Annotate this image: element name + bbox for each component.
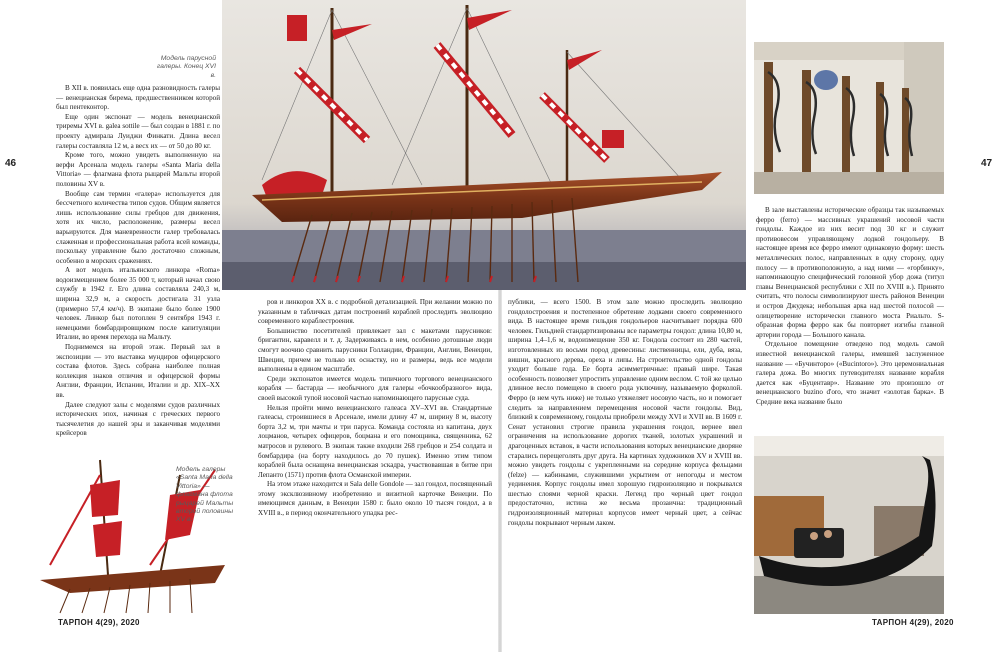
paragraph: Отдельное помещение отведено под модель самой известной венецианской галеры, имевшей заслуженное название — «Бучинторо» («Bucintoro»). Это церемониальная галера дожа. Во многих путеводителях название корабля дается как «Буцентавр». Название это произошло от венецианского buzino d'oro, что значит «золотая барка». В Средние века название было — [756, 340, 944, 406]
left-page-number: 46 — [5, 158, 17, 169]
paragraph: Далее следуют залы с моделями судов различных исторических эпох, начиная с греческих первого тысячелетия до нашей эры и заканчивая моделями крейсеров — [56, 400, 220, 438]
right-footer: ТАРПОН 4(29), 2020 — [872, 618, 954, 627]
left-footer: ТАРПОН 4(29), 2020 — [58, 618, 140, 627]
text-column-4 — [756, 206, 944, 432]
paragraph: публики, — всего 1500. В этом зале можно проследить эволюцию гондолостроения и постепенное обретение лодками своего современного вида. В настоящее время гильдия гондольеров насчитывает порядка 600 человек. Гильдией стандартизированы все параметры гондол: длина 10,80 м, ширина 1,4–1,6 м, водоизмещение 350 кг. Гондола состоит из 280 частей, изготовленных из восьми пород древесины: лиственницы, ели, дуба, вяза, вишни, красного дерева, ореха и липы. На строительство одной гондолы уходит больше года. Ее борта асимметричные: правый шире. Такая особенность позволяет упростить управление одним веслом. С той же целью длинное весло помещено в своего рода уключину, называемую форколой. Ферро (в нем чуть ниже) не только утяжеляет носовую часть, но и помогает следить за направлением перемещения носовой части гондолы. Вид, близкий к современному, гондолы приобрели между XVI и XVII вв. В 1609 г. Сенат установил строгие правила украшения гондол, вернее ввел ограничения на использование дорогих тканей, золотых украшений и драгоценных вставок, в части использования которых венецианские дворяне старались перещеголять друг друга. На картинах художников XV и XVIII вв. можно увидеть гондолы с укрепленными на середине корпуса фельцами (felze) — кабинками, служившими укрытием от непогоды и местом уединения. Корпус гондолы имел хорошую гидроизоляцию и покрывался шестью слоями черной краски. Легенд про черный цвет гондол предостаточно, истина же весьма прозаична: традиционный гидроизоляционный материал корпусов имеет черный цвет, а сейчас гондолы покрывают черным лаком. — [508, 298, 742, 527]
paragraph: Большинство посетителей привлекает зал с макетами парусников: бригантин, каравелл и т. д. Задерживаясь в нем, особенно дотошные люди смогут воочию сравнить парусники Голландии, Франции, Англии, Венеции, Швеции, причем не только их оснастку, но и размеры, ведь все модели выполнены в едином масштабе. — [258, 326, 492, 374]
ferro-exhibit-photo — [754, 42, 944, 194]
galley-model-photo — [222, 0, 746, 290]
paragraph: Вообще сам термин «галера» используется для бессчетного количества типов судов. Общим является лишь использование силы гребцов для движения, хотя их число, расположение, размеры весел варьируются. Для маневренности галер требовалась слаженная и профессиональная работа всей команды, поскольку управление было достаточно сложным, особенно в морских сражениях. — [56, 189, 220, 265]
paragraph: Поднимемся на второй этаж. Первый зал в экспозиции — это выставка мундиров офицерского состава флотов. Здесь собрана наиболее полная коллекция знаков отличия и офицерской формы Англии, Франции, Испании, Италии и др. XIX–XX вв. — [56, 343, 220, 399]
top-model-caption: Модель парусной галеры. Конец XVI в. — [156, 55, 216, 79]
paragraph: Среди экспонатов имеется модель типичного торгового венецианского корабля — бастарда — необычного для галеры «бочкообразного» вида, своей высокой тупой носовой частью напоминающего парусные суда. — [258, 374, 492, 402]
paragraph: На этом этаже находится и Sala delle Gondole — зал гондол, посвященный этому эксклюзивному изобретению и визитной карточке Венеции. По имеющимся данным, в Венеции 1580 г. было около 10 тысяч гондол, а в XVIII в., в период окончательного упадка рес- — [258, 480, 492, 518]
paragraph: Еще один экспонат — модель венецианской триремы XVI в. galea sottile — был создан в 1881 г. по проекту адмирала Луиджи Финкати. Длина весел галеры составляла 12 м, а весх их — от 50 до 80 кг. — [56, 112, 220, 150]
paragraph: А вот модель итальянского линкора «Roma» водоизмещением более 35 000 т, который начал свою службу в 1942 г. Его длина составляла 240,3 м, ширина 32,9 м, а скорость достигала 31 узла (примерно 57,4 км/ч). В экипаже было более 1900 человек. Линкор был потоплен 9 сентября 1943 г. немецкими бомбардировщиком после капитуляции Италии, во время перехода на Мальту. — [56, 266, 220, 342]
gondola-photo — [754, 436, 944, 614]
right-page-number: 47 — [981, 158, 993, 169]
paragraph: Нельзя пройти мимо венецианского галеаса XV–XVI вв. Стандартные галеасы, строившиеся в Арсенале, имели длину 47 м, ширину 8 м, высоту борта 3,2 м, три мачты и три паруса. Команда состояла из капитана, двух лоцманов, четырех офицеров, боцмана и его помощника, священника, 62 матросов и рулевого. В экипаж также входили 268 гребцов и 254 солдата и бомбардира (на борту находилось до 70 пушек). Именно этим типом кораблей была оснащена венецианская эскадра, участвовавшая в битве при Лепанто (1571) против флота Османской империи. — [258, 403, 492, 479]
text-column-1 — [56, 84, 220, 450]
bottom-model-caption: Модель галеры «Santa Maria della Vittoria» — флагмана флота рыцарей Мальты второй половины XV в. — [176, 466, 234, 524]
text-column-3 — [508, 298, 742, 614]
text-column-2 — [258, 298, 492, 614]
paragraph: ров и линкоров XX в. с подробной детализацией. При желании можно по указанным в табличках датам построений кораблей проследить эволюцию современного кораблестроения. — [258, 298, 492, 326]
paragraph: В XII в. появилась еще одна разновидность галеры — венецианская бирема, предшественником которой был пентеконтор. — [56, 84, 220, 112]
paragraph: В зале выставлены исторические образцы так называемых ферро (ferro) — массивных украшений носовой части гондолы. Каждое из них весит под 30 кг и служит противовесом управляющему лодкой гондольеру. В настоящее время все ферро имеют одинаковую форму: шесть металлических полос, направленных в одну сторону, одну полосу — в противоположную, а над ними — «горбинку», напоминающую специфический головной убор дожа (титул главы Венецианской республики с XII по XVIII в.). Принято считать, что полосы символизируют шесть районов Венеции и остров Джудека; небольшая арка над шестой полосой — олицетворение исторически главного моста Риальто. S-образная форма ферро как бы повторяет изгибы главной артерии города — Большого канала. — [756, 206, 944, 339]
paragraph: Кроме того, можно увидеть выполненную на верфи Арсенала модель галеры «Santa Maria della Vittoria» — флагмана флота рыцарей Мальты второй половины XV в. — [56, 151, 220, 188]
